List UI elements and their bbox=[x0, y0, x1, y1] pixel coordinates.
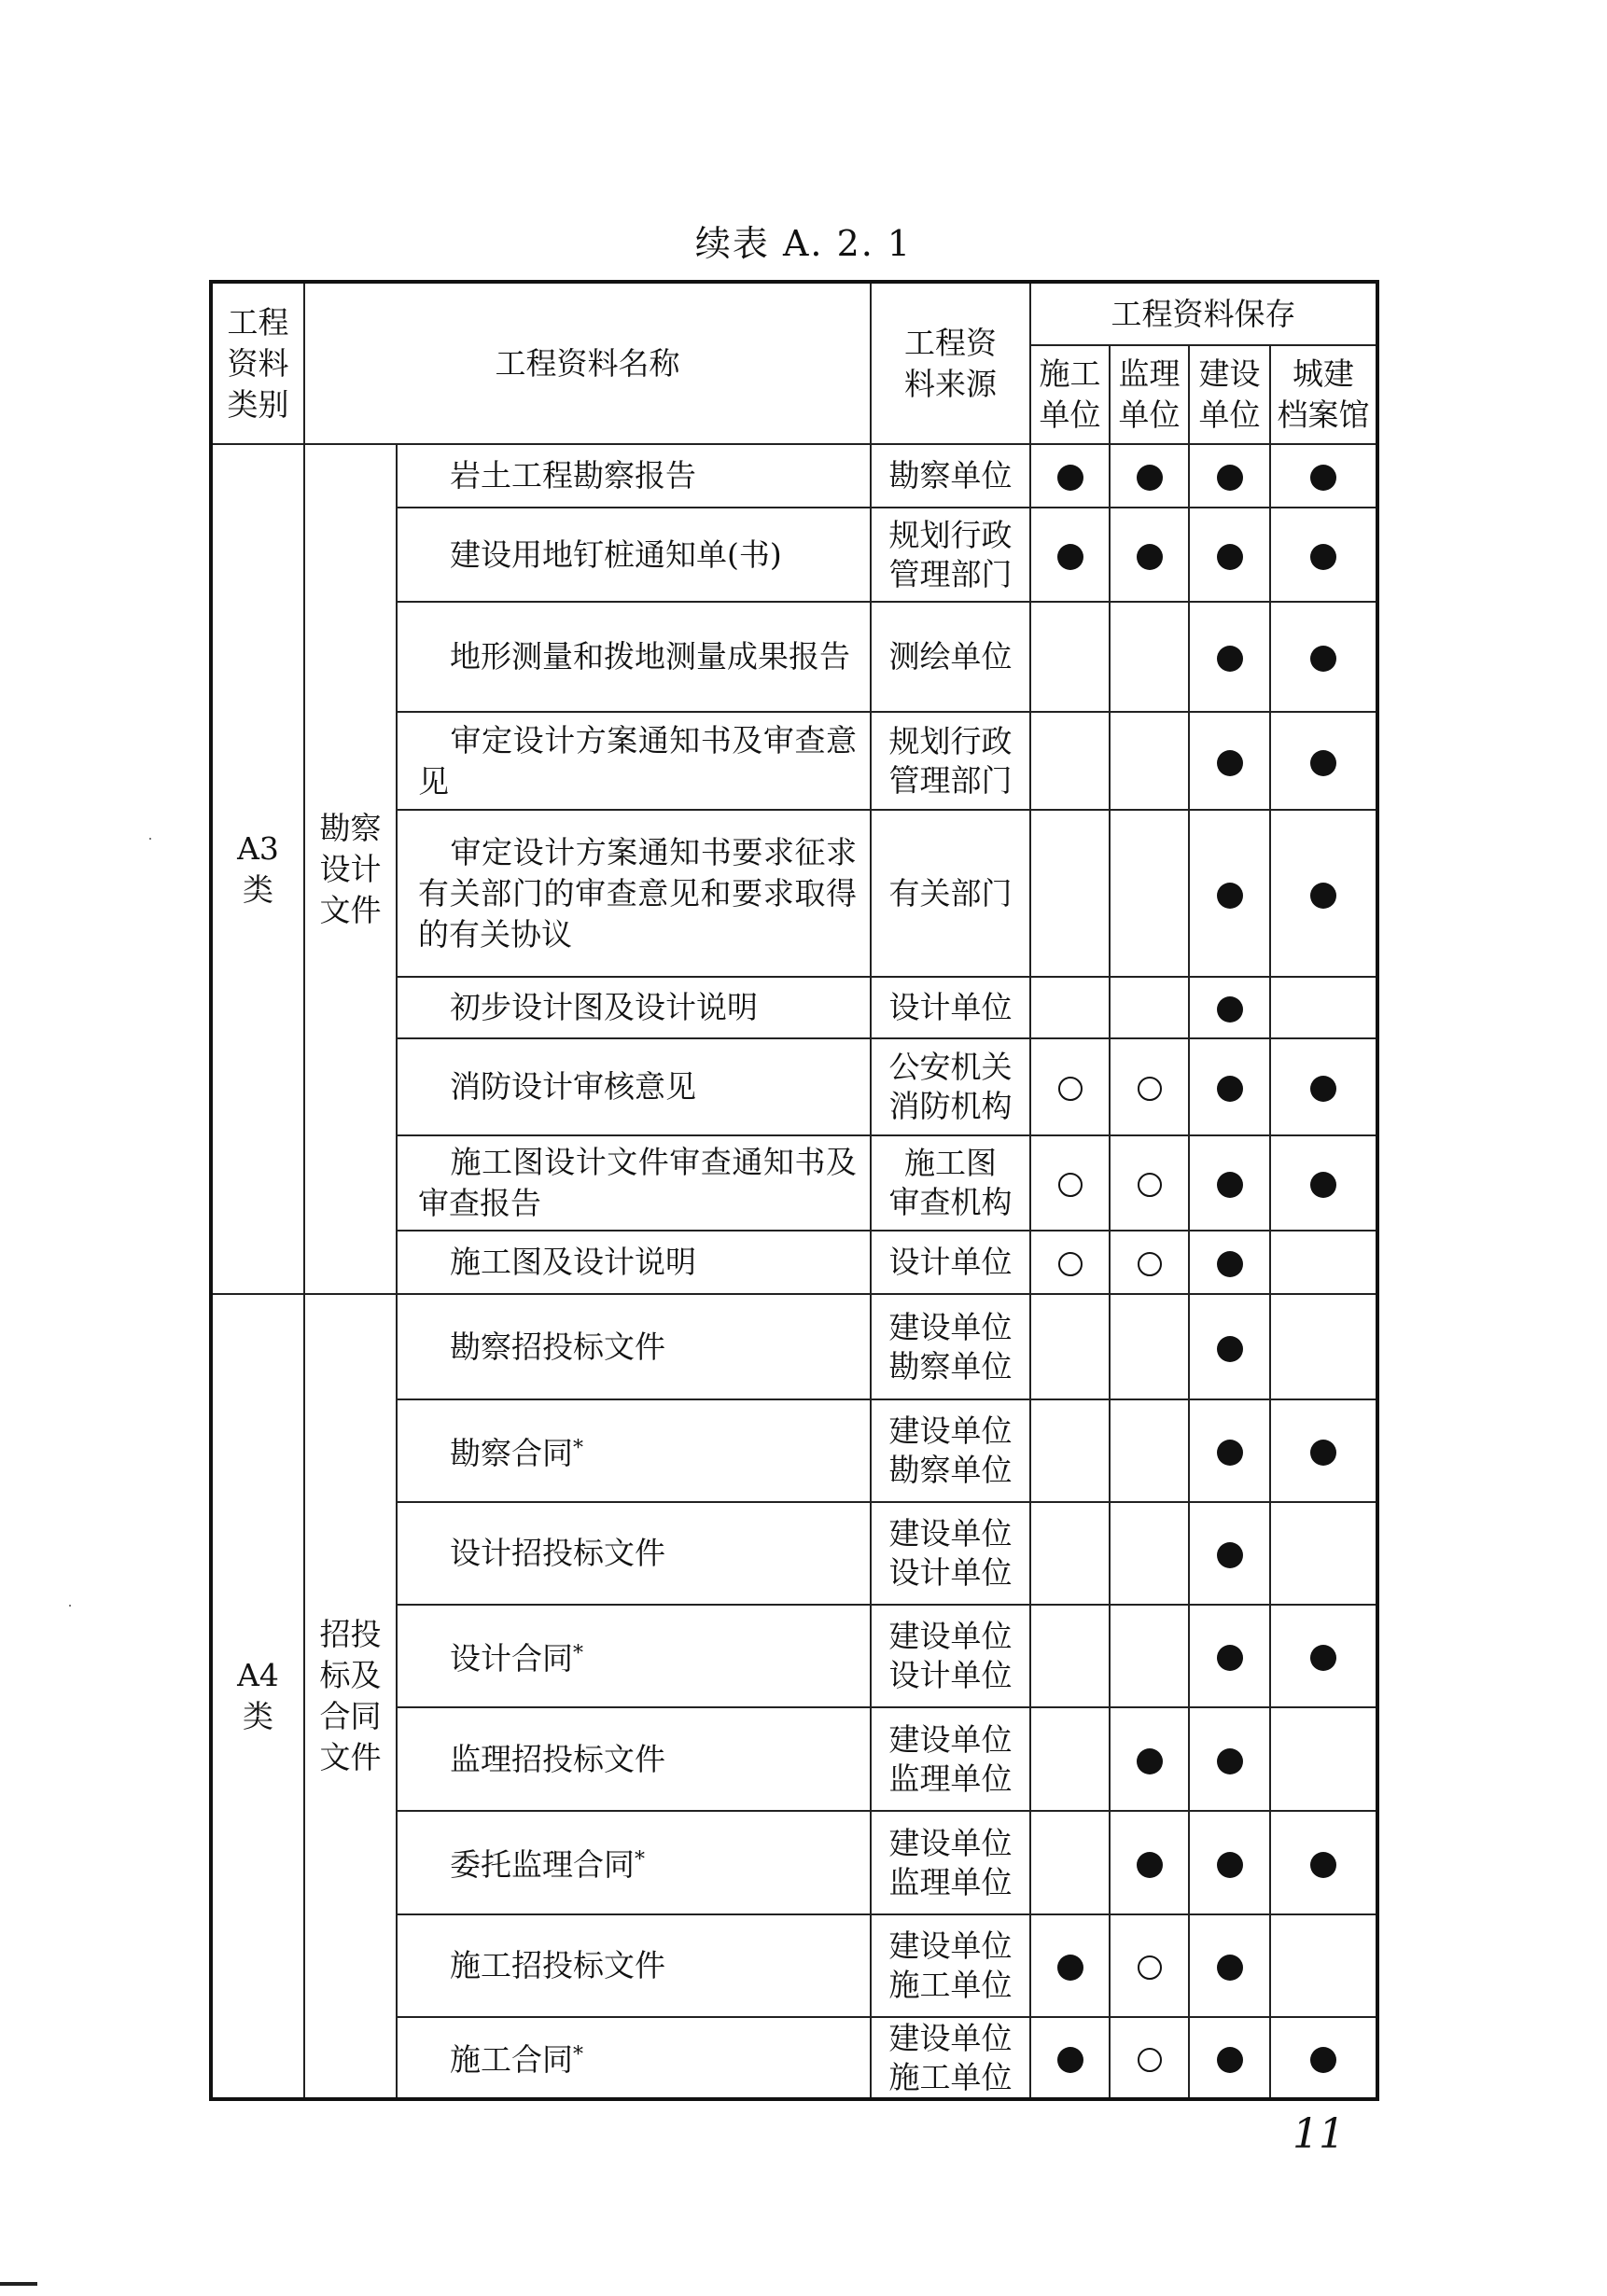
filled-circle-icon bbox=[1137, 1852, 1163, 1878]
storage-cell bbox=[1110, 1038, 1189, 1135]
item-source: 测绘单位 bbox=[871, 602, 1030, 712]
filled-circle-icon bbox=[1057, 1955, 1083, 1981]
storage-cell bbox=[1189, 1811, 1270, 1914]
hollow-circle-icon bbox=[1138, 2048, 1162, 2072]
filled-circle-icon bbox=[1217, 1542, 1243, 1568]
item-source: 施工图 审查机构 bbox=[871, 1135, 1030, 1231]
filled-circle-icon bbox=[1217, 1251, 1243, 1277]
header-storage-col: 城建 档案馆 bbox=[1270, 345, 1377, 444]
item-name: 岩土工程勘察报告 bbox=[397, 444, 871, 508]
item-source: 建设单位 勘察单位 bbox=[871, 1399, 1030, 1502]
filled-circle-icon bbox=[1137, 544, 1163, 570]
storage-cell bbox=[1189, 2017, 1270, 2099]
storage-cell bbox=[1030, 444, 1110, 508]
filled-circle-icon bbox=[1057, 2047, 1083, 2073]
storage-cell bbox=[1189, 1605, 1270, 1707]
item-source: 建设单位 监理单位 bbox=[871, 1707, 1030, 1811]
hollow-circle-icon bbox=[1138, 1252, 1162, 1276]
asterisk-mark: * bbox=[573, 1641, 583, 1665]
item-name: 消防设计审核意见 bbox=[397, 1038, 871, 1135]
filled-circle-icon bbox=[1217, 1172, 1243, 1198]
storage-cell bbox=[1030, 1399, 1110, 1502]
filled-circle-icon bbox=[1217, 750, 1243, 776]
storage-cell bbox=[1030, 1605, 1110, 1707]
storage-cell bbox=[1110, 1811, 1189, 1914]
category-cell: A3 类 bbox=[211, 444, 304, 1294]
item-source: 规划行政 管理部门 bbox=[871, 508, 1030, 602]
item-name: 审定设计方案通知书要求征求有关部门的审查意见和要求取得的有关协议 bbox=[397, 810, 871, 977]
category-cell: A4 类 bbox=[211, 1294, 304, 2099]
filled-circle-icon bbox=[1217, 544, 1243, 570]
hollow-circle-icon bbox=[1058, 1077, 1083, 1101]
filled-circle-icon bbox=[1217, 1336, 1243, 1362]
filled-circle-icon bbox=[1310, 1076, 1336, 1102]
storage-cell bbox=[1030, 1914, 1110, 2017]
storage-cell bbox=[1030, 1502, 1110, 1605]
storage-cell bbox=[1030, 1231, 1110, 1294]
filled-circle-icon bbox=[1310, 883, 1336, 909]
storage-cell bbox=[1189, 1135, 1270, 1231]
filled-circle-icon bbox=[1310, 1440, 1336, 1466]
storage-cell bbox=[1189, 508, 1270, 602]
asterisk-mark: * bbox=[573, 2043, 583, 2066]
storage-cell bbox=[1189, 810, 1270, 977]
storage-cell bbox=[1189, 977, 1270, 1038]
storage-cell bbox=[1189, 444, 1270, 508]
filled-circle-icon bbox=[1310, 544, 1336, 570]
subcategory-cell: 招投 标及 合同 文件 bbox=[304, 1294, 397, 2099]
item-source: 建设单位 勘察单位 bbox=[871, 1294, 1030, 1399]
item-name: 施工招投标文件 bbox=[397, 1914, 871, 2017]
storage-cell bbox=[1110, 444, 1189, 508]
storage-cell bbox=[1030, 1135, 1110, 1231]
storage-cell bbox=[1270, 1605, 1377, 1707]
filled-circle-icon bbox=[1310, 1645, 1336, 1671]
item-source: 建设单位 设计单位 bbox=[871, 1502, 1030, 1605]
header-storage: 工程资料保存 bbox=[1030, 282, 1377, 345]
filled-circle-icon bbox=[1217, 1440, 1243, 1466]
storage-cell bbox=[1270, 1294, 1377, 1399]
filled-circle-icon bbox=[1310, 2047, 1336, 2073]
storage-cell bbox=[1110, 1399, 1189, 1502]
storage-cell bbox=[1189, 1294, 1270, 1399]
filled-circle-icon bbox=[1137, 1748, 1163, 1774]
storage-cell bbox=[1030, 602, 1110, 712]
filled-circle-icon bbox=[1217, 883, 1243, 909]
storage-cell bbox=[1110, 602, 1189, 712]
item-name: 施工合同* bbox=[397, 2017, 871, 2099]
page-edge-rule bbox=[0, 2282, 37, 2286]
filled-circle-icon bbox=[1217, 465, 1243, 491]
filled-circle-icon bbox=[1217, 1955, 1243, 1981]
item-source: 公安机关 消防机构 bbox=[871, 1038, 1030, 1135]
storage-cell bbox=[1030, 2017, 1110, 2099]
storage-cell bbox=[1189, 1038, 1270, 1135]
storage-cell bbox=[1270, 1038, 1377, 1135]
filled-circle-icon bbox=[1310, 646, 1336, 672]
item-source: 建设单位 监理单位 bbox=[871, 1811, 1030, 1914]
item-source: 设计单位 bbox=[871, 977, 1030, 1038]
storage-cell bbox=[1270, 444, 1377, 508]
asterisk-mark: * bbox=[635, 1848, 645, 1872]
filled-circle-icon bbox=[1217, 1645, 1243, 1671]
header-storage-col: 施工 单位 bbox=[1030, 345, 1110, 444]
storage-cell bbox=[1189, 1502, 1270, 1605]
storage-cell bbox=[1030, 1038, 1110, 1135]
storage-cell bbox=[1030, 1707, 1110, 1811]
item-source: 建设单位 设计单位 bbox=[871, 1605, 1030, 1707]
storage-cell bbox=[1030, 1811, 1110, 1914]
storage-cell bbox=[1270, 977, 1377, 1038]
storage-cell bbox=[1030, 1294, 1110, 1399]
storage-cell bbox=[1270, 1399, 1377, 1502]
storage-cell bbox=[1110, 1135, 1189, 1231]
margin-speck bbox=[149, 838, 151, 840]
item-source: 设计单位 bbox=[871, 1231, 1030, 1294]
header-storage-col: 监理 单位 bbox=[1110, 345, 1189, 444]
archive-table bbox=[209, 280, 1379, 2101]
filled-circle-icon bbox=[1217, 646, 1243, 672]
storage-cell bbox=[1110, 1914, 1189, 2017]
storage-cell bbox=[1189, 712, 1270, 810]
filled-circle-icon bbox=[1217, 996, 1243, 1023]
filled-circle-icon bbox=[1310, 1852, 1336, 1878]
item-name: 委托监理合同* bbox=[397, 1811, 871, 1914]
item-name: 设计合同* bbox=[397, 1605, 871, 1707]
hollow-circle-icon bbox=[1058, 1252, 1083, 1276]
item-name: 勘察合同* bbox=[397, 1399, 871, 1502]
storage-cell bbox=[1110, 1502, 1189, 1605]
item-source: 规划行政 管理部门 bbox=[871, 712, 1030, 810]
storage-cell bbox=[1110, 712, 1189, 810]
item-name: 设计招投标文件 bbox=[397, 1502, 871, 1605]
storage-cell bbox=[1110, 2017, 1189, 2099]
storage-cell bbox=[1270, 2017, 1377, 2099]
filled-circle-icon bbox=[1310, 750, 1336, 776]
item-name: 地形测量和拨地测量成果报告 bbox=[397, 602, 871, 712]
item-name: 施工图设计文件审查通知书及审查报告 bbox=[397, 1135, 871, 1231]
storage-cell bbox=[1189, 1231, 1270, 1294]
asterisk-mark: * bbox=[573, 1436, 583, 1460]
hollow-circle-icon bbox=[1058, 1173, 1083, 1197]
hollow-circle-icon bbox=[1138, 1173, 1162, 1197]
storage-cell bbox=[1030, 712, 1110, 810]
item-name: 初步设计图及设计说明 bbox=[397, 977, 871, 1038]
margin-speck bbox=[69, 1605, 71, 1607]
item-name: 监理招投标文件 bbox=[397, 1707, 871, 1811]
filled-circle-icon bbox=[1217, 1748, 1243, 1774]
storage-cell bbox=[1270, 1914, 1377, 2017]
item-name: 勘察招投标文件 bbox=[397, 1294, 871, 1399]
storage-cell bbox=[1270, 602, 1377, 712]
table-row bbox=[211, 444, 1377, 508]
item-source: 勘察单位 bbox=[871, 444, 1030, 508]
header-name: 工程资料名称 bbox=[304, 282, 871, 444]
storage-cell bbox=[1270, 508, 1377, 602]
table-row bbox=[211, 1294, 1377, 1399]
filled-circle-icon bbox=[1057, 544, 1083, 570]
hollow-circle-icon bbox=[1138, 1955, 1162, 1980]
hollow-circle-icon bbox=[1138, 1077, 1162, 1101]
header-category: 工程 资料 类别 bbox=[211, 282, 304, 444]
storage-cell bbox=[1270, 1707, 1377, 1811]
storage-cell bbox=[1110, 1294, 1189, 1399]
item-source: 建设单位 施工单位 bbox=[871, 1914, 1030, 2017]
storage-cell bbox=[1270, 712, 1377, 810]
storage-cell bbox=[1270, 1135, 1377, 1231]
filled-circle-icon bbox=[1137, 465, 1163, 491]
filled-circle-icon bbox=[1217, 1852, 1243, 1878]
item-name: 建设用地钉桩通知单(书) bbox=[397, 508, 871, 602]
storage-cell bbox=[1030, 810, 1110, 977]
storage-cell bbox=[1030, 977, 1110, 1038]
storage-cell bbox=[1189, 1399, 1270, 1502]
storage-cell bbox=[1110, 508, 1189, 602]
storage-cell bbox=[1030, 508, 1110, 602]
storage-cell bbox=[1110, 810, 1189, 977]
storage-cell bbox=[1270, 1811, 1377, 1914]
storage-cell bbox=[1189, 1914, 1270, 2017]
item-source: 有关部门 bbox=[871, 810, 1030, 977]
storage-cell bbox=[1270, 1231, 1377, 1294]
table-caption: 续表 A. 2. 1 bbox=[694, 223, 913, 264]
filled-circle-icon bbox=[1057, 465, 1083, 491]
header-source: 工程资 料来源 bbox=[871, 282, 1030, 444]
filled-circle-icon bbox=[1217, 2047, 1243, 2073]
storage-cell bbox=[1110, 1231, 1189, 1294]
page-number: 11 bbox=[1293, 2110, 1345, 2158]
filled-circle-icon bbox=[1310, 1172, 1336, 1198]
item-name: 审定设计方案通知书及审查意见 bbox=[397, 712, 871, 810]
item-name: 施工图及设计说明 bbox=[397, 1231, 871, 1294]
storage-cell bbox=[1270, 1502, 1377, 1605]
filled-circle-icon bbox=[1310, 465, 1336, 491]
storage-cell bbox=[1189, 602, 1270, 712]
storage-cell bbox=[1110, 1707, 1189, 1811]
subcategory-cell: 勘察 设计 文件 bbox=[304, 444, 397, 1294]
storage-cell bbox=[1270, 810, 1377, 977]
header-storage-col: 建设 单位 bbox=[1189, 345, 1270, 444]
storage-cell bbox=[1189, 1707, 1270, 1811]
item-source: 建设单位 施工单位 bbox=[871, 2017, 1030, 2099]
storage-cell bbox=[1110, 977, 1189, 1038]
storage-cell bbox=[1110, 1605, 1189, 1707]
filled-circle-icon bbox=[1217, 1076, 1243, 1102]
